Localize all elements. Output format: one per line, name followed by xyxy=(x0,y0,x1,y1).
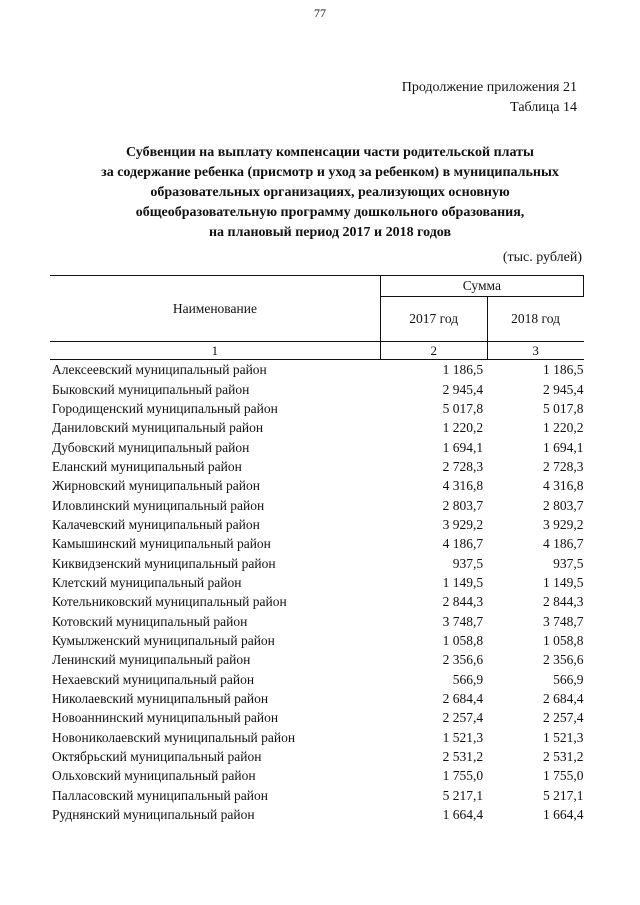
table-row xyxy=(50,515,584,534)
district-name: Киквидзенский муниципальный район xyxy=(52,555,276,571)
amount-2018: 566,9 xyxy=(553,671,584,687)
table-row xyxy=(50,534,584,553)
table-row xyxy=(50,805,584,824)
table-row xyxy=(50,708,584,727)
district-name: Палласовский муниципальный район xyxy=(52,787,268,803)
table-row xyxy=(50,399,584,418)
table-row xyxy=(50,553,584,572)
table-row xyxy=(50,437,584,456)
amount-2017: 2 684,4 xyxy=(442,691,484,707)
amount-2017: 1 694,1 xyxy=(442,439,484,455)
document-title xyxy=(60,143,600,243)
district-name: Котельниковский муниципальный район xyxy=(52,594,287,610)
table-row xyxy=(50,650,584,669)
table-row xyxy=(50,592,584,611)
table-row xyxy=(50,786,584,805)
amount-2017: 1 664,4 xyxy=(442,807,484,823)
district-name: Новоаннинский муниципальный район xyxy=(52,710,279,726)
amount-2018: 2 803,7 xyxy=(543,497,584,513)
header-year-2018: 2018 год xyxy=(487,297,583,342)
amount-2017: 2 844,3 xyxy=(442,594,484,610)
amount-2017: 1 186,5 xyxy=(442,362,484,378)
district-name: Камышинский муниципальный район xyxy=(52,536,271,552)
amount-2018: 5 217,1 xyxy=(543,787,584,803)
amount-2018: 5 017,8 xyxy=(543,400,584,416)
table-row xyxy=(50,670,584,689)
district-name: Котовский муниципальный район xyxy=(52,613,248,629)
amount-2017: 1 058,8 xyxy=(442,632,484,648)
district-name: Городищенский муниципальный район xyxy=(52,400,278,416)
column-number-2: 2 xyxy=(380,342,487,360)
district-name: Николаевский муниципальный район xyxy=(52,691,269,707)
table-row xyxy=(50,495,584,514)
amount-2018: 4 186,7 xyxy=(543,536,584,552)
district-name: Ленинский муниципальный район xyxy=(52,652,251,668)
subsidy-table xyxy=(50,275,584,824)
amount-2017: 3 929,2 xyxy=(442,516,484,532)
title-line: за содержание ребенка (присмотр и уход за ребенком) в муниципальных xyxy=(101,165,559,180)
amount-2017: 2 945,4 xyxy=(442,381,484,397)
header-year-2017: 2017 год xyxy=(380,297,487,342)
appendix-note xyxy=(402,78,577,118)
amount-2017: 1 521,3 xyxy=(442,729,484,745)
amount-2018: 1 664,4 xyxy=(543,807,584,823)
amount-2018: 1 521,3 xyxy=(543,729,584,745)
district-name: Алексеевский муниципальный район xyxy=(52,362,267,378)
district-name: Быковский муниципальный район xyxy=(52,381,250,397)
amount-2018: 937,5 xyxy=(553,555,584,571)
district-name: Дубовский муниципальный район xyxy=(52,439,250,455)
amount-2018: 2 844,3 xyxy=(543,594,584,610)
amount-2017: 937,5 xyxy=(452,555,484,571)
amount-2017: 3 748,7 xyxy=(442,613,484,629)
amount-2017: 2 531,2 xyxy=(442,749,484,765)
district-name: Даниловский муниципальный район xyxy=(52,420,264,436)
amount-2018: 2 728,3 xyxy=(543,458,584,474)
table-row xyxy=(50,766,584,785)
table-row xyxy=(50,379,584,398)
table-row xyxy=(50,573,584,592)
table-row xyxy=(50,631,584,650)
amount-2017: 2 728,3 xyxy=(442,458,484,474)
district-name: Новониколаевский муниципальный район xyxy=(52,729,296,745)
table-row xyxy=(50,476,584,495)
table-row xyxy=(50,457,584,476)
amount-2018: 4 316,8 xyxy=(543,478,584,494)
table-row xyxy=(50,728,584,747)
column-number-3: 3 xyxy=(487,342,583,360)
district-name: Жирновский муниципальный район xyxy=(52,478,260,494)
table-body xyxy=(50,360,584,825)
district-name: Октябрьский муниципальный район xyxy=(52,749,262,765)
amount-2017: 5 217,1 xyxy=(442,787,484,803)
amount-2017: 566,9 xyxy=(452,671,484,687)
amount-2018: 2 945,4 xyxy=(543,381,584,397)
amount-2018: 2 257,4 xyxy=(543,710,584,726)
amount-2018: 1 186,5 xyxy=(543,362,584,378)
amount-2018: 1 694,1 xyxy=(543,439,584,455)
amount-2018: 2 531,2 xyxy=(543,749,584,765)
district-name: Кумылженский муниципальный район xyxy=(52,632,275,648)
units-label: (тыс. рублей) xyxy=(502,250,582,265)
amount-2018: 3 929,2 xyxy=(543,516,584,532)
title-line: образовательных организациях, реализующих основную xyxy=(150,185,510,200)
district-name: Руднянский муниципальный район xyxy=(52,807,255,823)
amount-2018: 1 149,5 xyxy=(543,574,584,590)
amount-2017: 4 316,8 xyxy=(442,478,484,494)
column-number-1: 1 xyxy=(50,342,380,360)
amount-2018: 1 220,2 xyxy=(543,420,584,436)
district-name: Калачевский муниципальный район xyxy=(52,516,260,532)
district-name: Клетский муниципальный район xyxy=(52,574,242,590)
table-row xyxy=(50,360,584,380)
table-row xyxy=(50,689,584,708)
amount-2018: 1 058,8 xyxy=(543,632,584,648)
header-sum: Сумма xyxy=(380,276,583,297)
amount-2017: 2 803,7 xyxy=(442,497,484,513)
district-name: Иловлинский муниципальный район xyxy=(52,497,265,513)
title-line: на плановый период 2017 и 2018 годов xyxy=(208,225,452,240)
table-row xyxy=(50,418,584,437)
amount-2017: 1 220,2 xyxy=(442,420,484,436)
table-row xyxy=(50,747,584,766)
appendix-line: Продолжение приложения 21 xyxy=(401,80,577,95)
header-name: Наименование xyxy=(50,276,380,342)
amount-2017: 2 257,4 xyxy=(442,710,484,726)
amount-2017: 1 755,0 xyxy=(442,768,484,784)
amount-2018: 1 755,0 xyxy=(543,768,584,784)
district-name: Еланский муниципальный район xyxy=(52,458,242,474)
table-row xyxy=(50,611,584,630)
amount-2018: 2 356,6 xyxy=(543,652,584,668)
amount-2017: 2 356,6 xyxy=(442,652,484,668)
amount-2017: 5 017,8 xyxy=(442,400,484,416)
page-number: 77 xyxy=(314,6,326,20)
district-name: Нехаевский муниципальный район xyxy=(52,671,255,687)
amount-2017: 4 186,7 xyxy=(442,536,484,552)
amount-2018: 3 748,7 xyxy=(543,613,584,629)
amount-2017: 1 149,5 xyxy=(442,574,484,590)
district-name: Ольховский муниципальный район xyxy=(52,768,256,784)
title-line: Субвенции на выплату компенсации части родительской платы xyxy=(126,145,534,160)
title-line: общеобразовательную программу дошкольного образования, xyxy=(135,205,525,220)
amount-2018: 2 684,4 xyxy=(543,691,584,707)
table-label: Таблица 14 xyxy=(510,100,577,115)
